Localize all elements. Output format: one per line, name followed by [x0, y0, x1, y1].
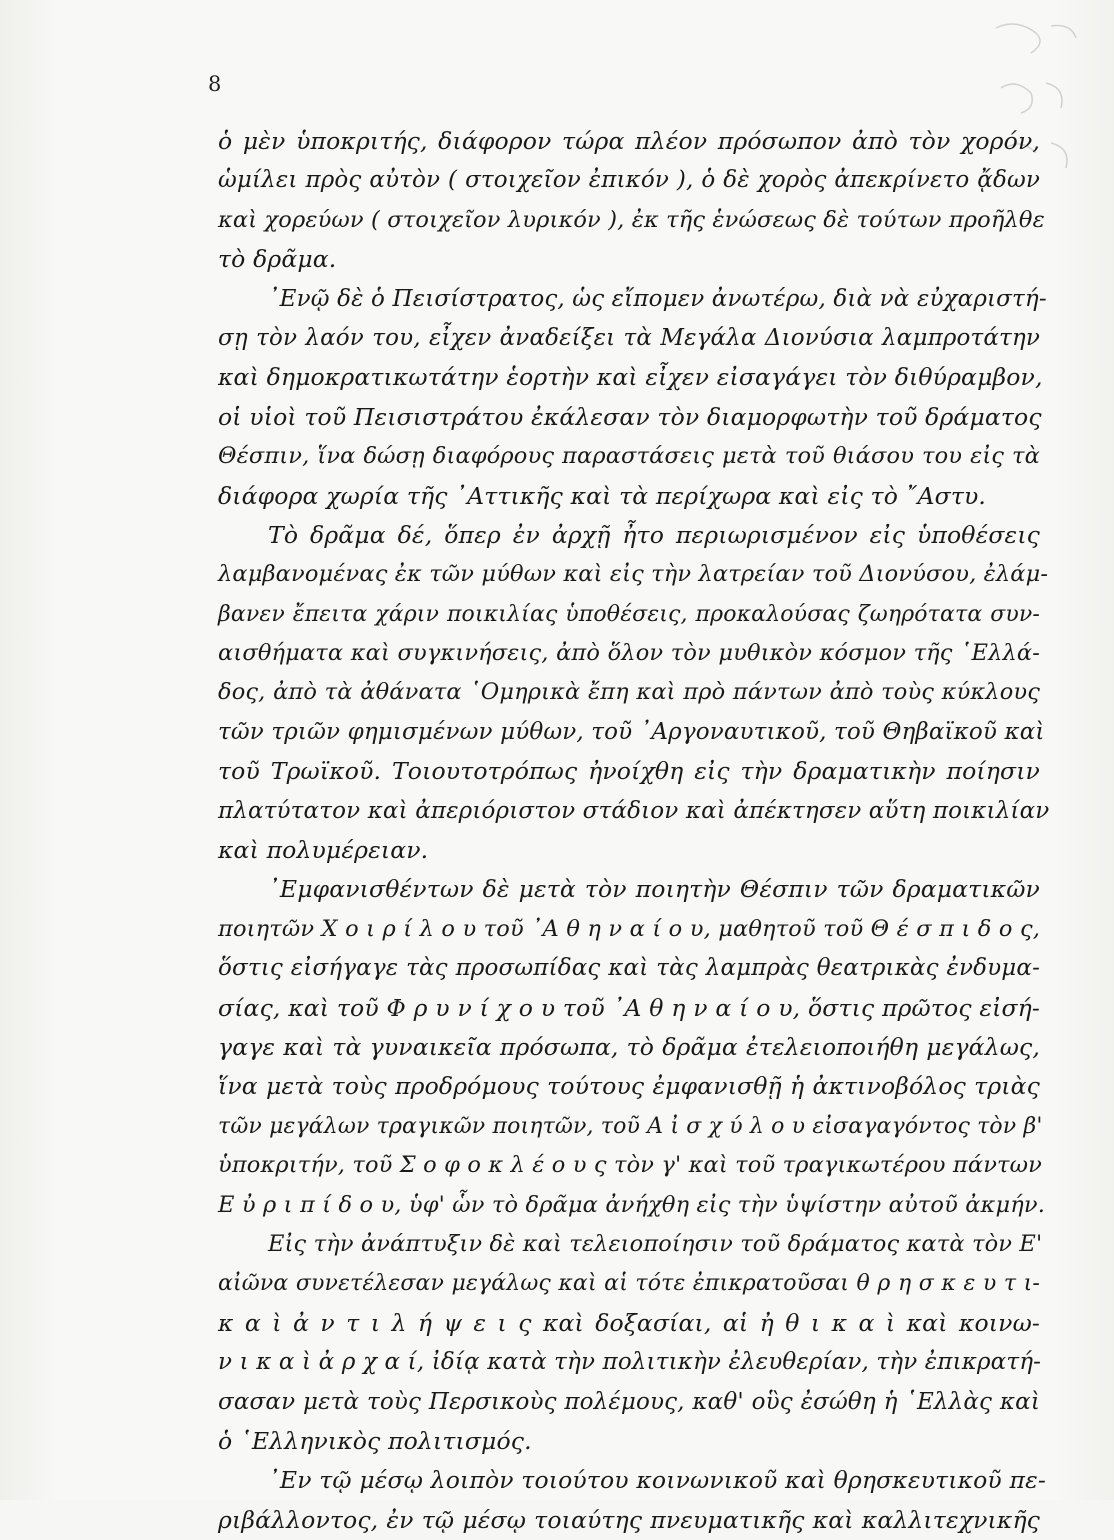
text-line: καὶ δημοκρατικωτάτην ἑορτὴν καὶ εἶχεν εἰσαγάγει τὸν διθύραμβον,	[218, 363, 1043, 392]
text-line: καὶ πολυμέρειαν.	[218, 836, 429, 865]
text-line: ᾿Εν τῷ μέσῳ λοιπὸν τοιούτου κοινωνικοῦ καὶ θρησκευτικοῦ πε-	[268, 1466, 1046, 1495]
text-line: ᾿Ενῷ δὲ ὁ Πεισίστρατος, ὡς εἴπομεν ἀνωτέρω, διὰ νὰ εὐχαριστή-	[268, 285, 1047, 312]
text-line: Ε ὐ ρ ι π ί δ ο υ, ὑφ' ὧν τὸ δρᾶμα ἀνήχθη εἰς τὴν ὑψίστην αὐτοῦ ἀκμήν.	[218, 1191, 1045, 1218]
page-number: 8	[208, 72, 222, 96]
text-line: αἰῶνα συνετέλεσαν μεγάλως καὶ αἱ τότε ἐπικρατοῦσαι θ ρ η σ κ ε υ τ ι-	[218, 1271, 1040, 1297]
text-line: σίας, καὶ τοῦ Φ ρ υ ν ί χ ο υ τοῦ ᾿Α θ η ν α ί ο υ, ὅστις πρῶτος εἰσή-	[218, 993, 1040, 1022]
text-line: ὅστις εἰσήγαγε τὰς προσωπίδας καὶ τὰς λαμπρὰς θεατρικὰς ἐνδυμα-	[218, 955, 1040, 982]
text-line: λαμβανομένας ἐκ τῶν μύθων καὶ εἰς τὴν λατρείαν τοῦ Διονύσου, ἐλάμ-	[218, 561, 1049, 588]
text-line: δος, ἀπὸ τὰ ἀθάνατα ῾Ομηρικὰ ἔπη καὶ πρὸ πάντων ἀπὸ τοὺς κύκλους	[218, 679, 1040, 706]
text-line: κ α ὶ ἀ ν τ ι λ ή ψ ε ι ς καὶ δοξασίαι, αἱ ἠ θ ι κ α ὶ καὶ κοινω-	[218, 1308, 1040, 1337]
text-line: τῶν μεγάλων τραγικῶν ποιητῶν, τοῦ Α ἰ σ χ ύ λ ο υ εἰσαγαγόντος τὸν β'	[218, 1113, 1043, 1139]
text-line: γαγε καὶ τὰ γυναικεῖα πρόσωπα, τὸ δρᾶμα ἐτελειοποιήθη μεγάλως,	[218, 1032, 1040, 1061]
text-line: διάφορα χωρία τῆς ᾿Αττικῆς καὶ τὰ περίχωρα καὶ εἰς τὸ ῎Αστυ.	[218, 481, 987, 510]
text-line: ᾿Εμφανισθέντων δὲ μετὰ τὸν ποιητὴν Θέσπιν τῶν δραματικῶν	[268, 875, 1040, 904]
text-line: ὁ μὲν ὑποκριτής, διάφορον τώρα πλέον πρόσωπον ἀπὸ τὸν χορόν,	[218, 127, 1040, 155]
text-line: Τὸ δρᾶμα δέ, ὅπερ ἐν ἀρχῇ ἦτο περιωρισμένον εἰς ὑποθέσεις	[268, 520, 1040, 549]
text-line: σασαν μετὰ τοὺς Περσικοὺς πολέμους, καθ' οὓς ἐσώθη ἡ ῾Ελλὰς καὶ	[218, 1388, 1040, 1415]
text-line: ἵνα μετὰ τοὺς προδρόμους τούτους ἐμφανισθῇ ἡ ἀκτινοβόλος τριὰς	[218, 1072, 1040, 1101]
text-line: βανεν ἔπειτα χάριν ποικιλίας ὑποθέσεις, προκαλούσας ζωηρότατα συν-	[218, 601, 1040, 627]
text-line: ὑποκριτήν, τοῦ Σ ο φ ο κ λ έ ο υ ς τὸν γ' καὶ τοῦ τραγικωτέρου πάντων	[218, 1152, 1042, 1179]
text-line: ὡμίλει πρὸς αὐτὸν ( στοιχεῖον ἐπικόν ), ὁ δὲ χορὸς ἀπεκρίνετο ᾄδων	[218, 167, 1040, 194]
text-line: οἱ υἱοὶ τοῦ Πεισιστράτου ἐκάλεσαν τὸν διαμορφωτὴν τοῦ δράματος	[218, 402, 1042, 431]
text-line: τοῦ Τρωϊκοῦ. Τοιουτοτρόπως ἠνοίχθη εἰς τὴν δραματικὴν ποίησιν	[218, 757, 1040, 786]
text-line: ριβάλλοντος, ἐν τῷ μέσῳ τοιαύτης πνευματικῆς καὶ καλλιτεχνικῆς	[218, 1505, 1040, 1534]
text-line: Εἰς τὴν ἀνάπτυξιν δὲ καὶ τελειοποίησιν τοῦ δράματος κατὰ τὸν Ε'	[268, 1230, 1043, 1257]
text-line: ποιητῶν Χ ο ι ρ ί λ ο υ τοῦ ᾿Α θ η ν α ί ο υ, μαθητοῦ τοῦ Θ έ σ π ι δ ο ς,	[218, 915, 1040, 942]
body-text	[218, 122, 1050, 1540]
text-line: ὁ ῾Ελληνικὸς πολιτισμός.	[218, 1426, 532, 1455]
text-line: τῶν τριῶν φημισμένων μύθων, τοῦ ᾿Αργοναυτικοῦ, τοῦ Θηβαϊκοῦ καὶ	[218, 718, 1045, 745]
text-line: τὸ δρᾶμα.	[218, 245, 337, 274]
text-line: αισθήματα καὶ συγκινήσεις, ἀπὸ ὅλον τὸν μυθικὸν κόσμον τῆς ῾Ελλά-	[218, 640, 1040, 667]
text-line: πλατύτατον καὶ ἀπεριόριστον στάδιον καὶ ἀπέκτησεν αὕτη ποικιλίαν	[218, 797, 1050, 824]
text-line: Θέσπιν, ἵνα δώσῃ διαφόρους παραστάσεις μετὰ τοῦ θιάσου του εἰς τὰ	[218, 443, 1040, 470]
text-line: ν ι κ α ὶ ἀ ρ χ α ί, ἰδίᾳ κατὰ τὴν πολιτικὴν ἐλευθερίαν, τὴν ἐπικρατή-	[218, 1349, 1042, 1376]
text-line: σῃ τὸν λαόν του, εἶχεν ἀναδείξει τὰ Μεγάλα Διονύσια λαμπροτάτην	[218, 324, 1040, 351]
text-line: καὶ χορεύων ( στοιχεῖον λυρικόν ), ἐκ τῆς ἑνώσεως δὲ τούτων προῆλθε	[218, 206, 1045, 233]
